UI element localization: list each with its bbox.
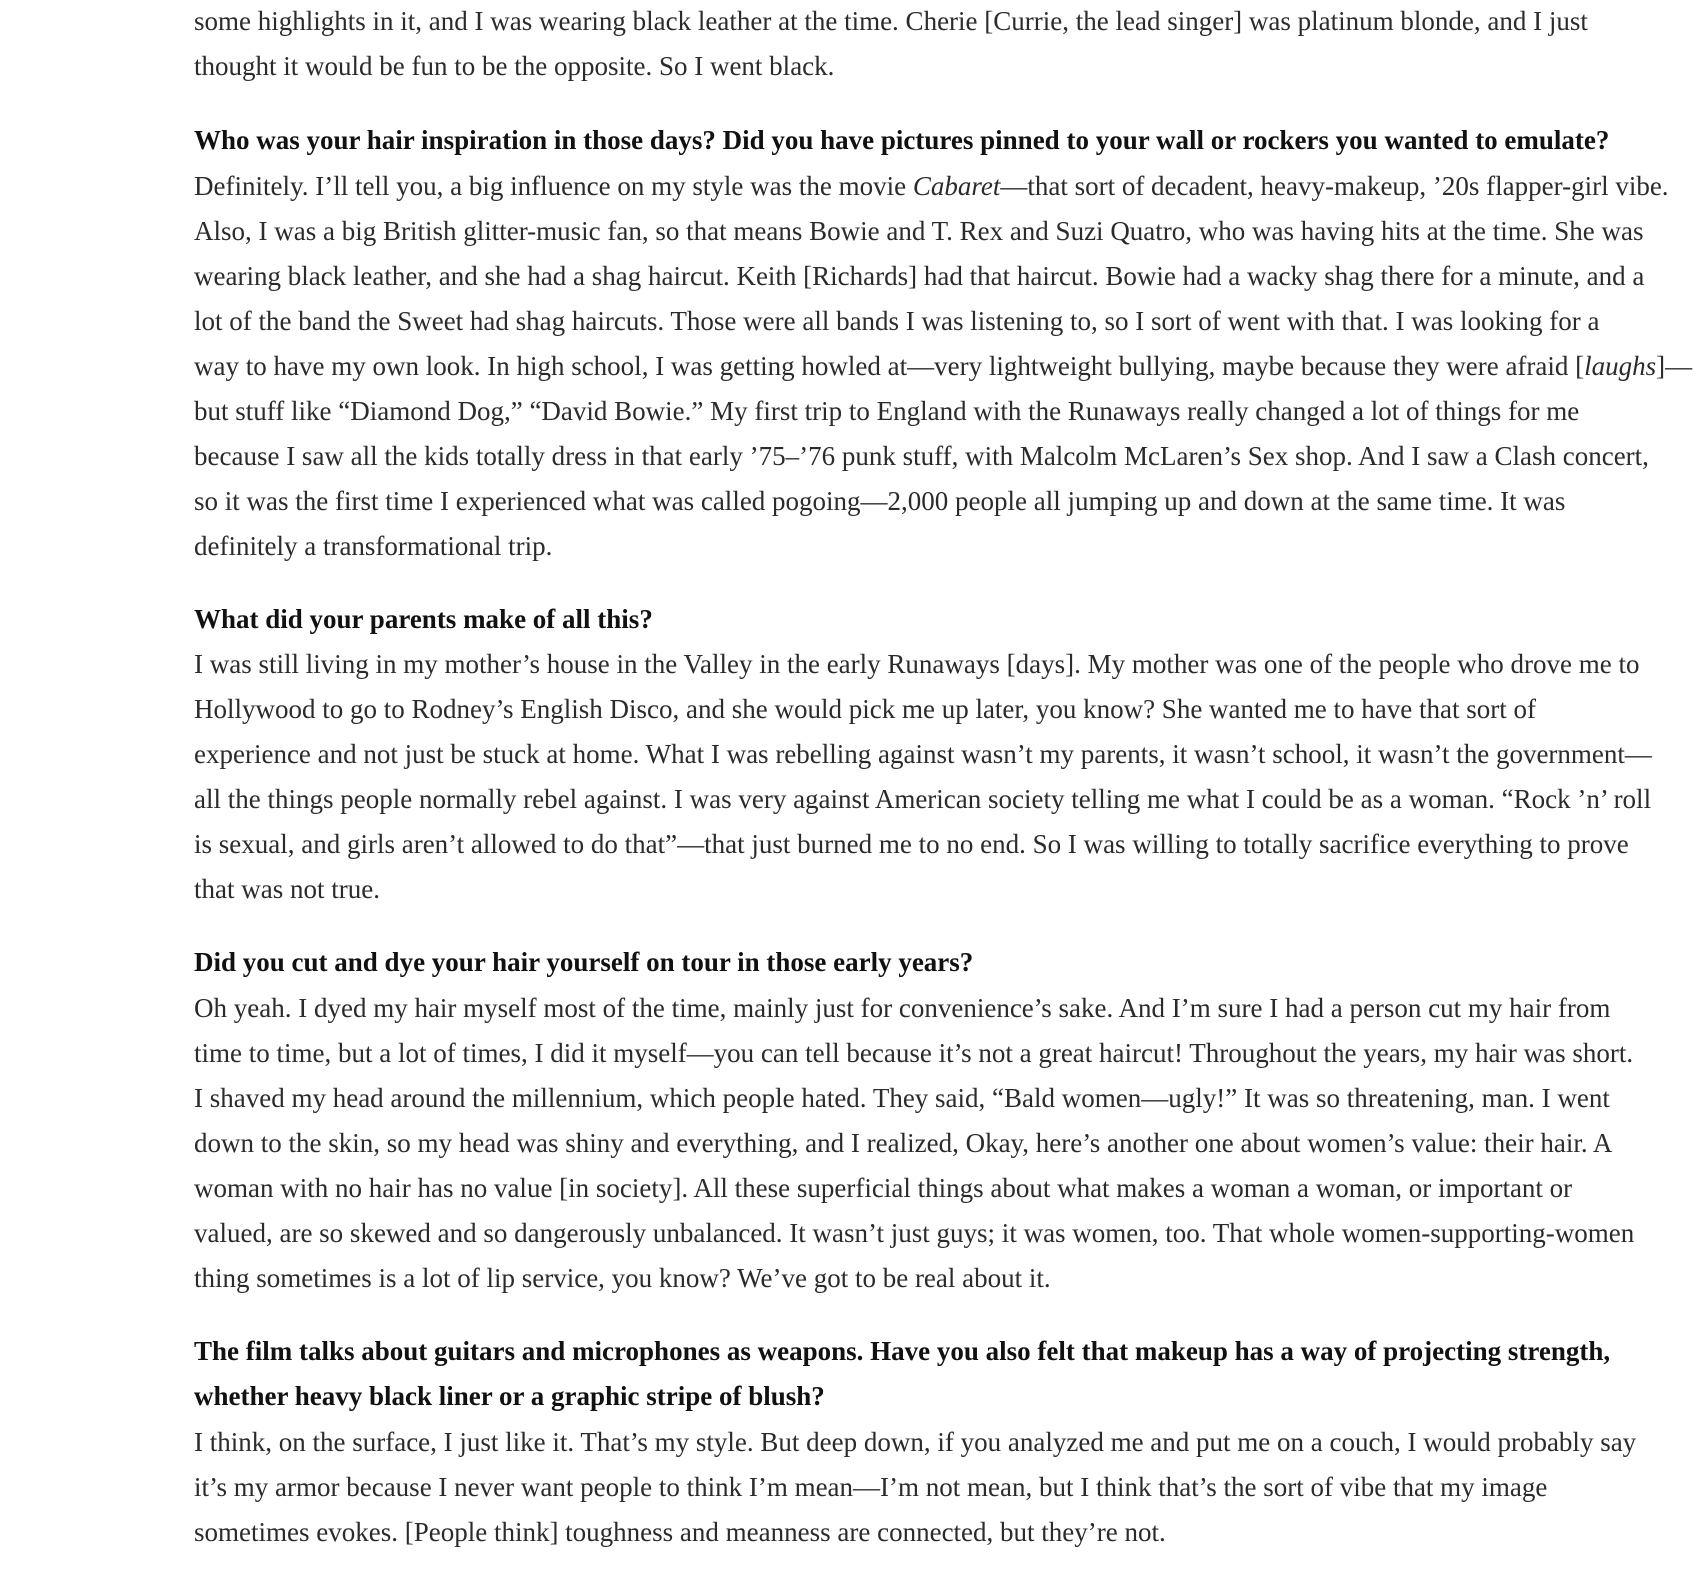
answer-line [194,739,1652,769]
answer-line [194,351,1692,381]
answer-text: I shaved my head around the millennium, which people hated. They said, “Bald women—ugly!” It was so threatening, man. I went [194,1082,1610,1113]
answer-italic-text: Cabaret [912,170,1001,201]
answer-text: is sexual, and girls aren’t allowed to do that”—that just burned me to no end. So I was willing to totally sacrifice everything to prove [194,829,1629,859]
answer-line: some highlights in it, and I was wearing black leather at the time. Cherie [Currie, the lead singer] was platinum blonde, and I just [194,6,1588,36]
answer-paragraph [194,1420,1646,1555]
answer-text: —that sort of decadent, heavy-makeup, ’20s flapper-girl vibe. [1000,170,1669,201]
intro-answer [194,0,1646,89]
answer-text: Oh yeah. I dyed my hair myself most of the time, mainly just for convenience’s sake. And I’m sure I had a person cut my hair from [194,992,1611,1023]
answer-paragraph [194,164,1693,569]
qa-block [194,118,1693,569]
answer-italic-text: laughs [1584,350,1657,381]
answer-line [194,993,1610,1023]
answer-text: because I saw all the kids totally dress in that early ’75–’76 punk stuff, with Malcolm McLaren’s Sex shop. And I saw a Clash concert, [194,440,1649,471]
answer-line [194,874,380,904]
answer-paragraph [194,986,1646,1301]
answer-text: ]— [1656,350,1693,381]
answer-line [194,1173,1572,1203]
question-heading [194,118,1646,164]
answer-text: thing sometimes is a lot of lip service, you know? We’ve got to be real about it. [194,1262,1051,1293]
question-line: whether heavy black liner or a graphic stripe of blush? [194,1381,825,1411]
question-line: Who was your hair inspiration in those days? Did you have pictures pinned to your wall or rockers you wanted to emulate? [194,125,1610,155]
answer-line [194,1083,1610,1113]
answer-line [194,306,1599,336]
answer-line [194,784,1651,814]
answer-line [194,1038,1633,1068]
answer-line [194,829,1629,859]
answer-text: valued, are so skewed and so dangerously unbalanced. It wasn’t just guys; it was women, too. That whole women-supporting-women [194,1217,1635,1248]
answer-line [194,216,1643,246]
answer-line [194,1218,1634,1248]
answer-line [194,1472,1547,1502]
answer-line [194,1427,1636,1457]
answer-text: woman with no hair has no value [in society]. All these superficial things about what makes a woman a woman, or important or [194,1172,1573,1203]
question-line: Did you cut and dye your hair yourself on tour in those early years? [194,947,974,977]
question-heading [194,940,1646,986]
answer-text: lot of the band the Sweet had shag haircuts. Those were all bands I was listening to, so I sort of went with that. I was looking for a [194,305,1600,336]
answer-line [194,396,1579,426]
answer-line [194,1128,1612,1158]
answer-text: so it was the first time I experienced what was called pogoing—2,000 people all jumping up and down at the same time. It was [194,485,1566,516]
answer-text: all the things people normally rebel against. I was very against American society telling me what I could be as a woman. “Rock ’n’ roll [194,784,1652,814]
qa-block [194,1329,1646,1555]
question-heading [194,1329,1646,1420]
answer-line [194,1517,1166,1547]
answer-text: but stuff like “Diamond Dog,” “David Bowie.” My first trip to England with the Runaways really changed a lot of things for me [194,395,1580,426]
answer-text: I was still living in my mother’s house in the Valley in the early Runaways [days]. My mother was one of the people who drove me to [194,649,1640,679]
article-body [194,0,1693,1555]
answer-text: it’s my armor because I never want people to think I’m mean—I’m not mean, but I think that’s the sort of vibe that my image [194,1471,1548,1502]
answer-text: down to the skin, so my head was shiny and everything, and I realized, Okay, here’s another one about women’s value: their hair. A [194,1127,1613,1158]
answer-text: way to have my own look. In high school, I was getting howled at—very lightweight bullying, maybe because they were afraid [ [194,350,1585,381]
answer-text: I think, on the surface, I just like it. That’s my style. But deep down, if you analyzed me and put me on a couch, I would probably say [194,1426,1637,1457]
answer-line: thought it would be fun to be the opposite. So I went black. [194,51,835,81]
answer-text: definitely a transformational trip. [194,530,553,561]
qa-list [194,118,1693,1555]
question-line: What did your parents make of all this? [194,603,653,634]
answer-line [194,1263,1051,1293]
qa-block [194,597,1652,913]
answer-text: experience and not just be stuck at home. What I was rebelling against wasn’t my parents, it wasn’t school, it wasn’t the government— [194,739,1652,769]
qa-block [194,940,1646,1301]
answer-text: Hollywood to go to Rodney’s English Disco, and she would pick me up later, you know? She wanted me to have that sort of [194,694,1536,724]
answer-paragraph [194,642,1652,912]
answer-text: wearing black leather, and she had a shag haircut. Keith [Richards] had that haircut. Bowie had a wacky shag there for a minute, and a [194,260,1645,291]
answer-text: Definitely. I’ll tell you, a big influence on my style was the movie [194,170,913,201]
answer-line [194,261,1644,291]
answer-line [194,171,1669,201]
answer-line [194,649,1639,679]
question-line: The film talks about guitars and microphones as weapons. Have you also felt that makeup has a way of projecting strength, [194,1335,1611,1366]
answer-text: sometimes evokes. [People think] toughness and meanness are connected, but they’re not. [194,1516,1166,1547]
answer-line [194,441,1649,471]
answer-line [194,531,552,561]
answer-line [194,486,1565,516]
answer-line [194,694,1536,724]
answer-text: Also, I was a big British glitter-music fan, so that means Bowie and T. Rex and Suzi Quatro, who was having hits at the time. She was [194,215,1644,246]
answer-text: that was not true. [194,874,380,904]
question-heading [194,597,1646,643]
answer-text: time to time, but a lot of times, I did it myself—you can tell because it’s not a great haircut! Throughout the years, my hair was short. [194,1037,1634,1068]
